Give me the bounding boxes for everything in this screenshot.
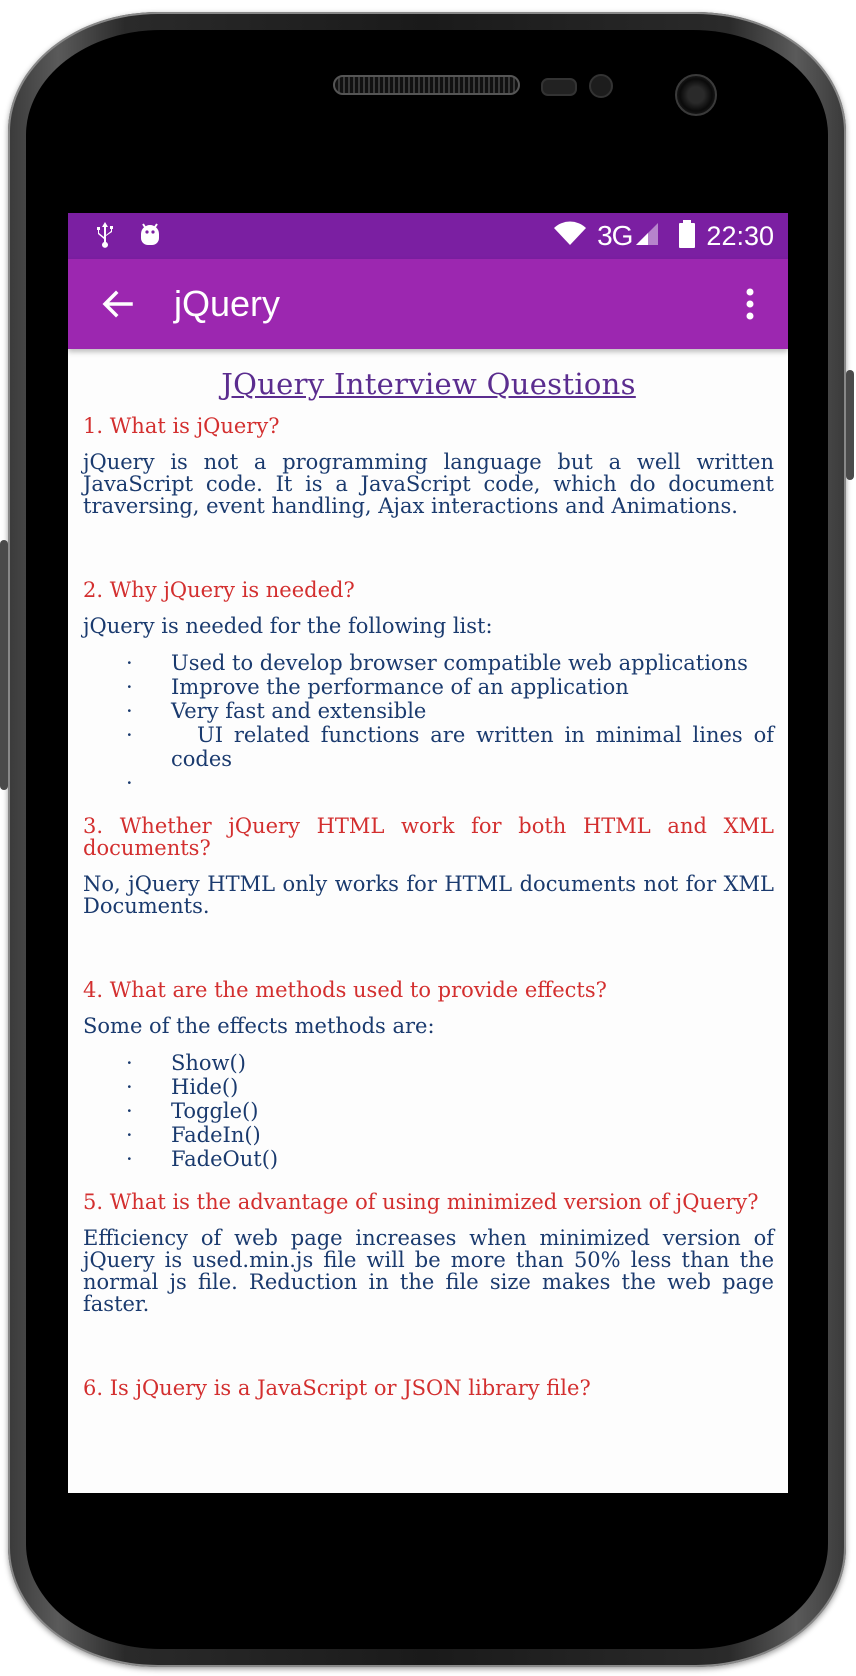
screen [68, 213, 788, 1493]
network-type: 3G [597, 220, 633, 251]
arrow-left-icon [100, 287, 134, 321]
android-debug-icon [138, 220, 162, 253]
proximity-sensor [541, 78, 577, 96]
page-title: JQuery Interview Questions [221, 367, 636, 401]
app-title: jQuery [174, 283, 281, 324]
spacer [83, 1329, 774, 1377]
list-item: · Improve the performance of an application [126, 675, 629, 699]
question-3: 3. Whether jQuery HTML work for both HTML and XML documents? [83, 814, 774, 860]
more-vert-icon [745, 288, 755, 320]
status-bar [68, 213, 788, 259]
question-6: 6. Is jQuery is a JavaScript or JSON library file? [83, 1376, 591, 1400]
article-content [68, 349, 788, 1399]
front-camera [675, 74, 717, 116]
question-2: 2. Why jQuery is needed? [83, 578, 355, 602]
list-item: · Toggle() [126, 1099, 259, 1123]
spacer [83, 531, 774, 579]
earpiece-speaker [333, 75, 520, 95]
list-4 [83, 1051, 774, 1171]
answer-2: jQuery is needed for the following list: [83, 614, 493, 638]
battery-icon [678, 220, 696, 253]
answer-4: Some of the effects methods are: [83, 1014, 435, 1038]
spacer [83, 931, 774, 979]
overflow-menu-button[interactable] [730, 274, 770, 334]
volume-button [0, 540, 8, 790]
power-button [846, 370, 854, 480]
wifi-icon [553, 221, 587, 252]
answer-1: jQuery is not a programming language but a well written JavaScript code. It is a JavaScript code, which do document traversing, event handling, Ajax interactions and Animations. [83, 450, 774, 518]
list-item: · [126, 771, 133, 795]
list-item: · UI related functions are written in minimal lines of codes [126, 723, 774, 771]
list-item: · Hide() [126, 1075, 239, 1099]
list-item: · FadeIn() [126, 1123, 261, 1147]
answer-5: Efficiency of web page increases when minimized version of jQuery is used.min.js file will be more than 50% less than the normal js file. Reduction in the file size makes the web page faster. [83, 1226, 774, 1316]
list-item: · Show() [126, 1051, 246, 1075]
usb-icon [94, 220, 116, 253]
question-4: 4. What are the methods used to provide effects? [83, 978, 607, 1002]
list-item: · Very fast and extensible [126, 699, 427, 723]
question-1: 1. What is jQuery? [83, 414, 280, 438]
list-2 [83, 651, 774, 795]
question-5: 5. What is the advantage of using minimized version of jQuery? [83, 1190, 759, 1214]
list-item: · FadeOut() [126, 1147, 279, 1171]
status-time: 22:30 [706, 220, 774, 251]
signal-icon [634, 221, 660, 252]
light-sensor [589, 74, 613, 98]
back-button[interactable] [100, 287, 134, 321]
list-item: · Used to develop browser compatible web applications [126, 651, 748, 675]
answer-3: No, jQuery HTML only works for HTML documents not for XML Documents. [83, 872, 774, 918]
app-bar [68, 259, 788, 349]
